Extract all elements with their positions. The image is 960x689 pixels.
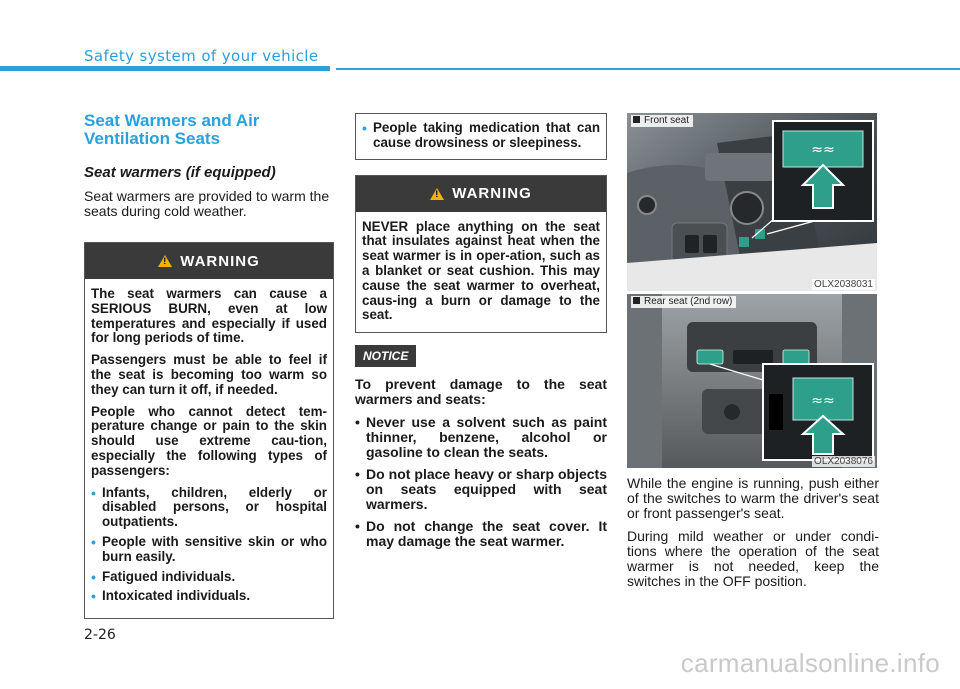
warning-bullet: • Infants, children, elderly or disabled persons, or hospital outpatients.: [91, 486, 327, 530]
header-accent-bar: [0, 66, 330, 71]
figure-code: OLX2038031: [814, 279, 873, 290]
warning-paragraph: People who cannot detect tem-perature change or pain to the skin should use extreme cau-tion, especially the following types of passengers:: [91, 403, 327, 478]
warning-bullet-list: [91, 486, 327, 605]
notice-bullet-list: [355, 415, 607, 549]
svg-text:≈≈: ≈≈: [811, 393, 835, 409]
warning-triangle-icon: [158, 255, 172, 267]
notice-intro: To prevent damage to the seat warmers and seats:: [355, 376, 607, 408]
subsection-title: Seat warmers (if equipped): [84, 164, 276, 181]
warning-box-continued: [355, 113, 607, 160]
notice-bullet: • Do not place heavy or sharp objects on seats equipped with seat warmers.: [355, 467, 607, 512]
header-rule: [336, 68, 960, 70]
warning-triangle-icon: [430, 188, 444, 200]
middle-column: [355, 113, 607, 556]
warning-body: [356, 114, 606, 159]
rear-seat-photo: [627, 294, 877, 468]
square-bullet-icon: [633, 116, 640, 123]
photo-caption: Rear seat (2nd row): [631, 296, 736, 308]
warning-bullet: • People taking medication that can cause drowsiness or sleepiness.: [362, 121, 600, 151]
warning-label: WARNING: [452, 185, 532, 203]
warning-bullet: • People with sensitive skin or who burn easily.: [91, 535, 327, 565]
warning-box-insulation: [355, 175, 607, 334]
svg-text:≈≈: ≈≈: [811, 142, 835, 158]
intro-text: Seat warmers are provided to warm the seats during cold weather.: [84, 188, 330, 219]
section-title: Seat Warmers and Air Ventilation Seats: [84, 111, 260, 148]
right-column: [627, 113, 879, 589]
warning-bullet: • Fatigued individuals.: [91, 570, 327, 585]
notice-bullet: • Never use a solvent such as paint thinner, benzene, alcohol or gasoline to clean the seats.: [355, 415, 607, 460]
warning-paragraph: NEVER place anything on the seat that insulates against heat when the seat warmer is in oper-ation, such as a blanket or seat cushion. This may cause the seat warmer to overheat, caus-ing a burn or damage to the seat.: [362, 218, 600, 323]
warning-bullet: • Intoxicated individuals.: [91, 589, 327, 604]
body-paragraph: While the engine is running, push either of the switches to warm the driver's seat or front passenger's seat.: [627, 475, 879, 521]
warning-box-burn: [84, 242, 334, 619]
warning-paragraph: Passengers must be able to feel if the seat is becoming too warm so they can turn it off, if needed.: [91, 352, 327, 397]
square-bullet-icon: [633, 297, 640, 304]
watermark: carmanualsonline.info: [680, 648, 940, 678]
warning-header: [85, 243, 333, 279]
warning-body: [85, 279, 333, 618]
photo-caption: Front seat: [631, 115, 693, 127]
figure-code: OLX2038076: [814, 456, 873, 467]
warning-header: [356, 176, 606, 212]
warning-bullet-list: [362, 121, 600, 151]
body-paragraph: During mild weather or under condi-tions where the operation of the seat warmer is not needed, keep the switches in the OFF position.: [627, 528, 879, 589]
warning-label: WARNING: [180, 252, 260, 270]
page-number: 2-26: [84, 627, 116, 643]
notice-bullet: • Do not change the seat cover. It may damage the seat warmer.: [355, 519, 607, 549]
front-seat-photo: [627, 113, 877, 291]
notice-badge: NOTICE: [355, 345, 416, 367]
left-column: [84, 112, 334, 619]
rear-console-illustration: [627, 294, 877, 468]
warning-paragraph: The seat warmers can cause a SERIOUS BURN, even at low temperatures and especially if used for long periods of time.: [91, 286, 327, 346]
warning-body: [356, 212, 606, 333]
running-header: Safety system of your vehicle: [84, 47, 319, 65]
front-console-illustration: [627, 113, 877, 291]
